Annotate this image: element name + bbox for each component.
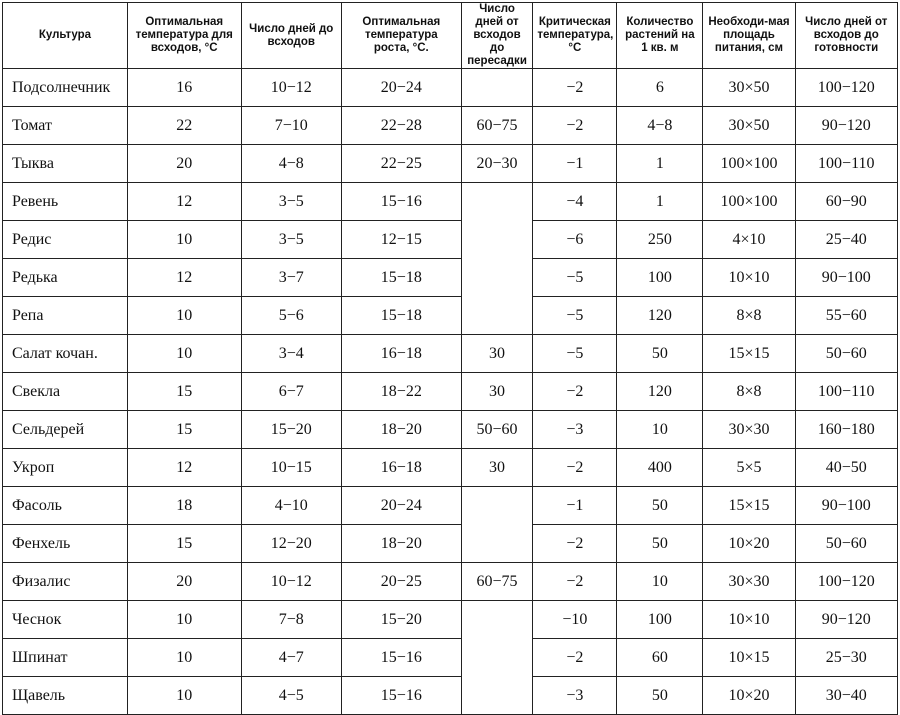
cell-germination-temp: 20 <box>127 145 241 183</box>
cell-germination-temp: 15 <box>127 525 241 563</box>
cell-days-to-germination: 10−12 <box>241 563 341 601</box>
cell-days-to-transplant <box>461 183 533 221</box>
cell-days-to-transplant: 50−60 <box>461 411 533 449</box>
header-feeding-area: Необходи-мая площадь питания, см <box>703 3 795 69</box>
cell-feeding-area: 30×50 <box>703 69 795 107</box>
table-row <box>3 449 898 487</box>
cell-days-to-transplant <box>461 297 533 335</box>
cell-days-to-transplant <box>461 487 533 525</box>
cell-growth-temp: 15−16 <box>341 183 461 221</box>
table-row <box>3 145 898 183</box>
header-days-to-transplant: Число дней от всходов до пересадки <box>461 3 533 69</box>
table-row <box>3 259 898 297</box>
cell-feeding-area: 100×100 <box>703 183 795 221</box>
cell-growth-temp: 22−25 <box>341 145 461 183</box>
cell-plants-per-sqm: 4−8 <box>617 107 703 145</box>
header-critical-temp: Критическая температура, °С <box>533 3 617 69</box>
cell-days-to-germination: 4−8 <box>241 145 341 183</box>
cell-crop: Чеснок <box>3 601 128 639</box>
cell-growth-temp: 18−20 <box>341 525 461 563</box>
cell-feeding-area: 8×8 <box>703 297 795 335</box>
table-row <box>3 335 898 373</box>
cell-plants-per-sqm: 50 <box>617 525 703 563</box>
cell-plants-per-sqm: 1 <box>617 145 703 183</box>
cell-germination-temp: 16 <box>127 69 241 107</box>
cell-plants-per-sqm: 250 <box>617 221 703 259</box>
table-row <box>3 221 898 259</box>
cell-growth-temp: 18−22 <box>341 373 461 411</box>
cell-plants-per-sqm: 400 <box>617 449 703 487</box>
cell-days-to-transplant <box>461 259 533 297</box>
cell-days-to-ready: 40−50 <box>795 449 897 487</box>
cell-critical-temp: −2 <box>533 107 617 145</box>
cell-critical-temp: −1 <box>533 145 617 183</box>
cell-plants-per-sqm: 50 <box>617 335 703 373</box>
cell-growth-temp: 18−20 <box>341 411 461 449</box>
cell-days-to-germination: 3−5 <box>241 221 341 259</box>
cell-days-to-germination: 10−12 <box>241 69 341 107</box>
cell-feeding-area: 30×30 <box>703 411 795 449</box>
table-row <box>3 487 898 525</box>
cell-crop: Фенхель <box>3 525 128 563</box>
cell-feeding-area: 8×8 <box>703 373 795 411</box>
header-row <box>3 3 898 69</box>
cell-days-to-transplant: 30 <box>461 449 533 487</box>
cell-germination-temp: 15 <box>127 411 241 449</box>
cell-days-to-germination: 15−20 <box>241 411 341 449</box>
cell-days-to-ready: 90−100 <box>795 487 897 525</box>
cell-germination-temp: 10 <box>127 601 241 639</box>
cell-days-to-germination: 12−20 <box>241 525 341 563</box>
cell-growth-temp: 20−25 <box>341 563 461 601</box>
cell-crop: Фасоль <box>3 487 128 525</box>
cell-growth-temp: 16−18 <box>341 335 461 373</box>
cell-days-to-ready: 50−60 <box>795 525 897 563</box>
cell-crop: Репа <box>3 297 128 335</box>
cell-critical-temp: −2 <box>533 449 617 487</box>
cell-feeding-area: 30×30 <box>703 563 795 601</box>
header-plants-per-sqm: Количество растений на 1 кв. м <box>617 3 703 69</box>
cell-crop: Томат <box>3 107 128 145</box>
cell-feeding-area: 15×15 <box>703 487 795 525</box>
cell-feeding-area: 15×15 <box>703 335 795 373</box>
header-crop: Культура <box>3 3 128 69</box>
cell-growth-temp: 22−28 <box>341 107 461 145</box>
cell-plants-per-sqm: 10 <box>617 411 703 449</box>
cell-plants-per-sqm: 100 <box>617 259 703 297</box>
cell-crop: Свекла <box>3 373 128 411</box>
cell-days-to-transplant: 60−75 <box>461 107 533 145</box>
cell-critical-temp: −3 <box>533 411 617 449</box>
cell-feeding-area: 4×10 <box>703 221 795 259</box>
cell-days-to-transplant: 60−75 <box>461 563 533 601</box>
cell-crop: Физалис <box>3 563 128 601</box>
cell-critical-temp: −3 <box>533 677 617 715</box>
cell-crop: Салат кочан. <box>3 335 128 373</box>
table-row <box>3 601 898 639</box>
cell-crop: Тыква <box>3 145 128 183</box>
cell-days-to-ready: 90−120 <box>795 601 897 639</box>
cell-days-to-ready: 90−100 <box>795 259 897 297</box>
cell-days-to-germination: 10−15 <box>241 449 341 487</box>
crop-table <box>2 2 898 715</box>
cell-plants-per-sqm: 1 <box>617 183 703 221</box>
cell-growth-temp: 15−18 <box>341 297 461 335</box>
cell-days-to-transplant: 30 <box>461 335 533 373</box>
cell-critical-temp: −4 <box>533 183 617 221</box>
table-row <box>3 297 898 335</box>
header-days-to-germination: Число дней до всходов <box>241 3 341 69</box>
cell-days-to-transplant <box>461 639 533 677</box>
cell-days-to-ready: 25−30 <box>795 639 897 677</box>
cell-growth-temp: 15−16 <box>341 639 461 677</box>
cell-critical-temp: −2 <box>533 69 617 107</box>
cell-germination-temp: 15 <box>127 373 241 411</box>
header-days-to-ready: Число дней от всходов до готовности <box>795 3 897 69</box>
cell-days-to-transplant <box>461 221 533 259</box>
cell-plants-per-sqm: 10 <box>617 563 703 601</box>
table-body <box>3 69 898 715</box>
cell-days-to-germination: 3−5 <box>241 183 341 221</box>
cell-crop: Ревень <box>3 183 128 221</box>
cell-germination-temp: 10 <box>127 221 241 259</box>
cell-days-to-germination: 7−8 <box>241 601 341 639</box>
cell-feeding-area: 100×100 <box>703 145 795 183</box>
cell-days-to-ready: 30−40 <box>795 677 897 715</box>
cell-feeding-area: 10×10 <box>703 601 795 639</box>
cell-plants-per-sqm: 120 <box>617 297 703 335</box>
cell-plants-per-sqm: 120 <box>617 373 703 411</box>
cell-plants-per-sqm: 6 <box>617 69 703 107</box>
cell-plants-per-sqm: 50 <box>617 677 703 715</box>
cell-critical-temp: −2 <box>533 373 617 411</box>
cell-germination-temp: 12 <box>127 183 241 221</box>
table-row <box>3 69 898 107</box>
cell-critical-temp: −2 <box>533 525 617 563</box>
cell-days-to-ready: 160−180 <box>795 411 897 449</box>
cell-critical-temp: −10 <box>533 601 617 639</box>
cell-growth-temp: 15−20 <box>341 601 461 639</box>
table-row <box>3 563 898 601</box>
cell-germination-temp: 18 <box>127 487 241 525</box>
cell-germination-temp: 12 <box>127 259 241 297</box>
cell-germination-temp: 22 <box>127 107 241 145</box>
cell-crop: Щавель <box>3 677 128 715</box>
cell-germination-temp: 10 <box>127 677 241 715</box>
cell-germination-temp: 10 <box>127 639 241 677</box>
cell-growth-temp: 20−24 <box>341 69 461 107</box>
cell-days-to-germination: 5−6 <box>241 297 341 335</box>
cell-days-to-ready: 90−120 <box>795 107 897 145</box>
cell-days-to-ready: 100−110 <box>795 373 897 411</box>
cell-days-to-transplant <box>461 525 533 563</box>
cell-days-to-ready: 55−60 <box>795 297 897 335</box>
cell-feeding-area: 10×10 <box>703 259 795 297</box>
cell-days-to-ready: 50−60 <box>795 335 897 373</box>
cell-critical-temp: −5 <box>533 259 617 297</box>
cell-days-to-transplant: 20−30 <box>461 145 533 183</box>
cell-days-to-germination: 4−7 <box>241 639 341 677</box>
cell-days-to-ready: 25−40 <box>795 221 897 259</box>
cell-feeding-area: 30×50 <box>703 107 795 145</box>
cell-germination-temp: 12 <box>127 449 241 487</box>
cell-days-to-germination: 7−10 <box>241 107 341 145</box>
cell-plants-per-sqm: 60 <box>617 639 703 677</box>
cell-crop: Укроп <box>3 449 128 487</box>
cell-critical-temp: −6 <box>533 221 617 259</box>
cell-days-to-ready: 100−120 <box>795 69 897 107</box>
cell-days-to-transplant: 30 <box>461 373 533 411</box>
cell-critical-temp: −2 <box>533 639 617 677</box>
cell-days-to-transplant <box>461 601 533 639</box>
table-row <box>3 183 898 221</box>
cell-days-to-transplant <box>461 69 533 107</box>
cell-days-to-germination: 3−7 <box>241 259 341 297</box>
cell-days-to-germination: 3−4 <box>241 335 341 373</box>
cell-days-to-germination: 4−10 <box>241 487 341 525</box>
table-row <box>3 411 898 449</box>
header-germination-temp: Оптимальная температура для всходов, °С <box>127 3 241 69</box>
cell-germination-temp: 10 <box>127 335 241 373</box>
cell-feeding-area: 5×5 <box>703 449 795 487</box>
cell-feeding-area: 10×15 <box>703 639 795 677</box>
cell-growth-temp: 15−18 <box>341 259 461 297</box>
table-row <box>3 373 898 411</box>
cell-growth-temp: 16−18 <box>341 449 461 487</box>
cell-plants-per-sqm: 50 <box>617 487 703 525</box>
cell-crop: Редис <box>3 221 128 259</box>
cell-feeding-area: 10×20 <box>703 525 795 563</box>
cell-germination-temp: 10 <box>127 297 241 335</box>
cell-crop: Редька <box>3 259 128 297</box>
cell-days-to-ready: 100−120 <box>795 563 897 601</box>
cell-crop: Шпинат <box>3 639 128 677</box>
cell-days-to-ready: 100−110 <box>795 145 897 183</box>
cell-crop: Подсолнечник <box>3 69 128 107</box>
cell-growth-temp: 12−15 <box>341 221 461 259</box>
table-header <box>3 3 898 69</box>
cell-plants-per-sqm: 100 <box>617 601 703 639</box>
cell-critical-temp: −2 <box>533 563 617 601</box>
cell-growth-temp: 20−24 <box>341 487 461 525</box>
cell-feeding-area: 10×20 <box>703 677 795 715</box>
table-row <box>3 525 898 563</box>
cell-critical-temp: −5 <box>533 335 617 373</box>
header-growth-temp: Оптимальная температура роста, °С. <box>341 3 461 69</box>
table-row <box>3 639 898 677</box>
cell-critical-temp: −1 <box>533 487 617 525</box>
cell-crop: Сельдерей <box>3 411 128 449</box>
cell-days-to-ready: 60−90 <box>795 183 897 221</box>
cell-critical-temp: −5 <box>533 297 617 335</box>
cell-germination-temp: 20 <box>127 563 241 601</box>
cell-days-to-germination: 6−7 <box>241 373 341 411</box>
cell-days-to-germination: 4−5 <box>241 677 341 715</box>
cell-growth-temp: 15−16 <box>341 677 461 715</box>
table-row <box>3 107 898 145</box>
